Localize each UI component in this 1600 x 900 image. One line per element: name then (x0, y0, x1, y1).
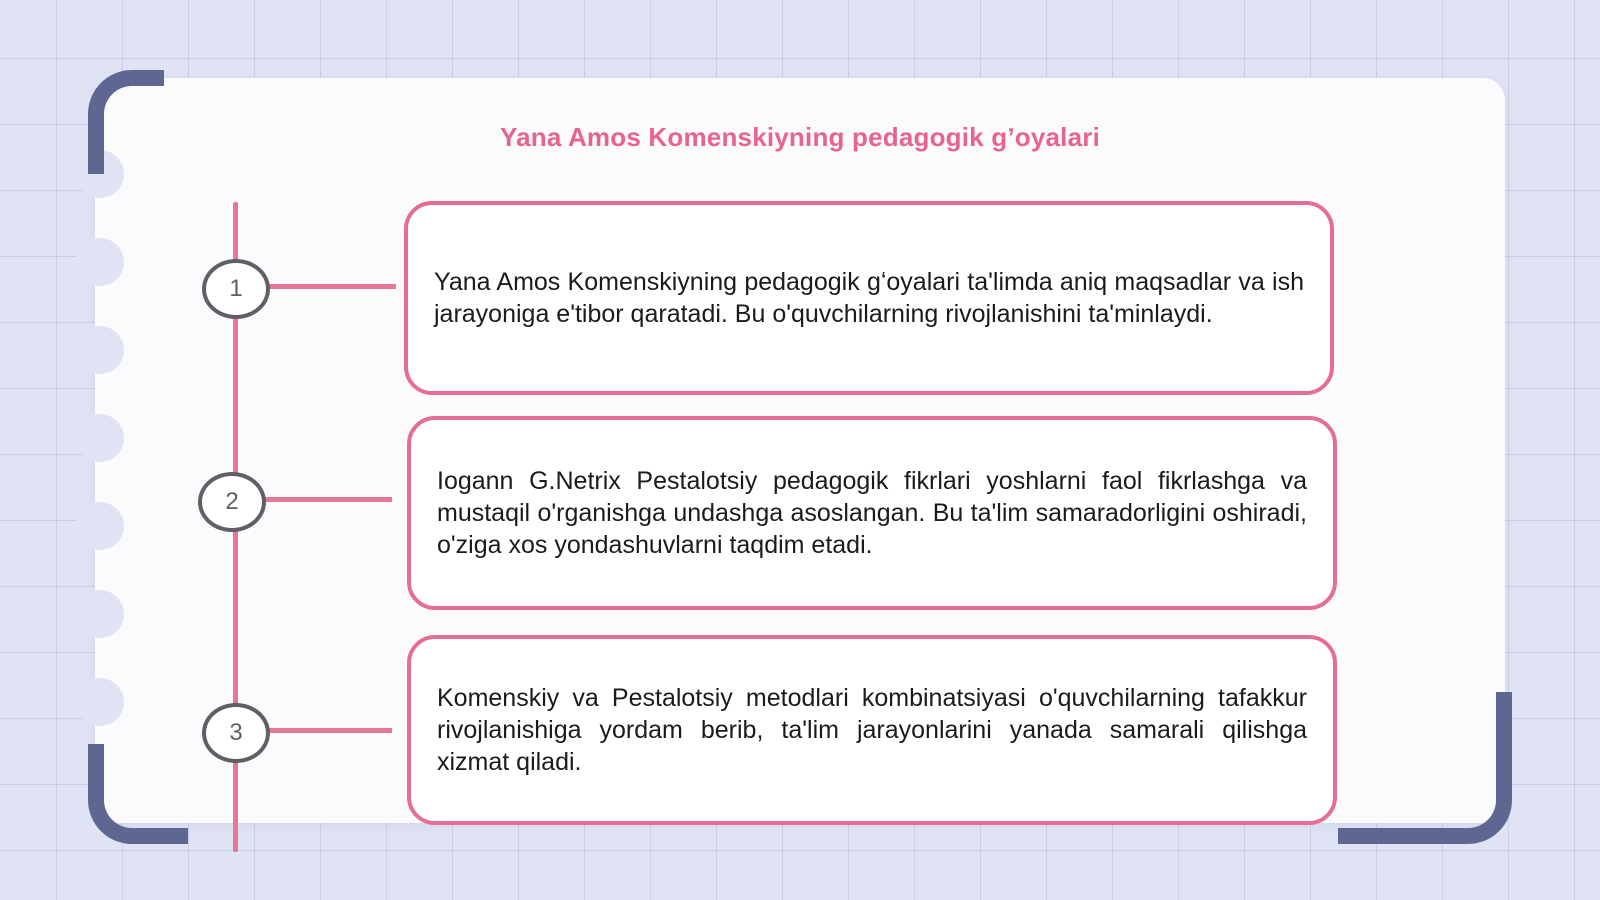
item-text-3: Komenskiy va Pestalotsiy metodlari kombinatsiyasi o'quvchilarning tafakkur rivojlanishiga yordam berib, ta'lim jarayonlarini yanada samarali qilishga xizmat qiladi. (437, 684, 1307, 776)
scallop-decoration (76, 414, 124, 462)
step-number-1: 1 (229, 275, 243, 302)
step-circle-1 (202, 259, 270, 319)
text-box-3 (407, 635, 1337, 825)
scallop-decoration (76, 326, 124, 374)
step-number-3: 3 (229, 719, 243, 746)
step-circle-3 (202, 703, 270, 763)
text-box-1 (404, 201, 1334, 395)
timeline-connector-1 (266, 284, 396, 289)
step-number-2: 2 (225, 488, 239, 515)
text-box-2 (407, 416, 1337, 610)
step-circle-2 (198, 472, 266, 532)
scallop-decoration (76, 238, 124, 286)
scallop-decoration (76, 502, 124, 550)
corner-bracket-top-left (88, 70, 164, 174)
item-text-1: Yana Amos Komenskiyning pedagogik gʻoyalari ta'limda aniq maqsadlar va ish jarayoniga e'tibor qaratadi. Bu o'quvchilarning rivojlanishini ta'minlaydi. (434, 268, 1304, 328)
timeline-connector-3 (266, 728, 392, 733)
corner-bracket-bottom-left (88, 744, 188, 844)
item-text-2: Iogann G.Netrix Pestalotsiy pedagogik fikrlari yoshlarni faol fikrlashga va mustaqil o'rganishga undashga asoslangan. Bu ta'lim samaradorligini oshiradi, o'ziga xos yondashuvlarni taqdim etadi. (437, 467, 1307, 559)
slide-title: Yana Amos Komenskiyning pedagogik gʼoyalari (499, 122, 1100, 152)
scallop-decoration (76, 590, 124, 638)
corner-bracket-bottom-right (1338, 692, 1512, 844)
timeline-connector-2 (262, 497, 392, 502)
scallop-decoration (76, 678, 124, 726)
